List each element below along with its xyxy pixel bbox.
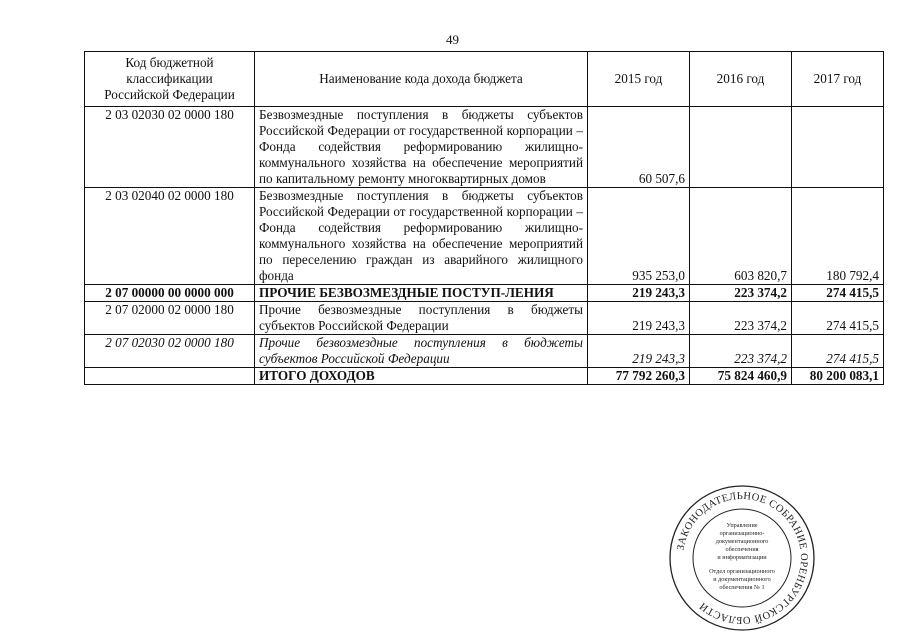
table-row — [85, 188, 884, 285]
row-value-2015: 77 792 260,3 — [588, 368, 690, 385]
table-header-row — [85, 52, 884, 107]
row-value-2015: 219 243,3 — [588, 302, 690, 335]
row-code: 2 07 02030 02 0000 180 — [85, 335, 255, 368]
header-2016: 2016 год — [690, 52, 792, 107]
page-number: 49 — [446, 32, 459, 47]
table-row — [85, 302, 884, 335]
row-value-2016: 603 820,7 — [690, 188, 792, 285]
row-value-2017: 274 415,5 — [792, 335, 884, 368]
svg-text:и документационного: и документационного — [713, 576, 771, 583]
header-code-line: классификации — [126, 71, 213, 86]
table-row — [85, 107, 884, 188]
row-name: Безвозмездные поступления в бюджеты субъектов Российской Федерации от государственной корпорации – Фонда содействия реформированию жилищно-коммунального хозяйства на обеспечение мероприятий по капитальному ремонту многоквартирных домов — [255, 107, 588, 188]
row-value-2016: 223 374,2 — [690, 302, 792, 335]
row-code: 2 07 02000 02 0000 180 — [85, 302, 255, 335]
svg-text:обеспечения № 1: обеспечения № 1 — [719, 584, 765, 591]
row-code — [85, 368, 255, 385]
row-value-2017 — [792, 107, 884, 188]
row-value-2015: 60 507,6 — [588, 107, 690, 188]
row-value-2017: 274 415,5 — [792, 285, 884, 302]
revenue-table — [84, 51, 884, 385]
row-name: Прочие безвозмездные поступления в бюджеты субъектов Российской Федерации — [255, 335, 588, 368]
row-value-2015: 219 243,3 — [588, 335, 690, 368]
row-value-2015: 935 253,0 — [588, 188, 690, 285]
row-value-2017: 80 200 083,1 — [792, 368, 884, 385]
row-value-2015: 219 243,3 — [588, 285, 690, 302]
table-row-total — [85, 368, 884, 385]
row-code: 2 03 02030 02 0000 180 — [85, 107, 255, 188]
svg-text:и информатизации: и информатизации — [717, 554, 767, 561]
official-stamp — [667, 483, 817, 633]
header-code-line: Российской Федерации — [104, 87, 235, 102]
stamp-ring-text: ЗАКОНОДАТЕЛЬНОЕ СОБРАНИЕ ОРЕНБУРГСКОЙ ОБЛАСТИ — [675, 490, 810, 626]
row-name: Прочие безвозмездные поступления в бюджеты субъектов Российской Федерации — [255, 302, 588, 335]
row-value-2016 — [690, 107, 792, 188]
row-value-2017: 274 415,5 — [792, 302, 884, 335]
table-row — [85, 285, 884, 302]
row-name: Безвозмездные поступления в бюджеты субъектов Российской Федерации от государственной корпорации – Фонда содействия реформированию жилищно-коммунального хозяйства на обеспечение мероприятий по переселению граждан из аварийного жилищного фонда — [255, 188, 588, 285]
svg-text:организационно-: организационно- — [719, 530, 765, 537]
header-code — [85, 52, 255, 107]
row-name: ИТОГО ДОХОДОВ — [255, 368, 588, 385]
row-code: 2 07 00000 00 0000 000 — [85, 285, 255, 302]
svg-text:обеспечения: обеспечения — [725, 546, 759, 553]
svg-text:Управление: Управление — [726, 522, 758, 529]
row-value-2017: 180 792,4 — [792, 188, 884, 285]
row-value-2016: 223 374,2 — [690, 335, 792, 368]
row-value-2016: 75 824 460,9 — [690, 368, 792, 385]
header-name: Наименование кода дохода бюджета — [255, 52, 588, 107]
header-2017: 2017 год — [792, 52, 884, 107]
svg-text:Отдел организационного: Отдел организационного — [709, 568, 775, 575]
table-row — [85, 335, 884, 368]
row-code: 2 03 02040 02 0000 180 — [85, 188, 255, 285]
row-value-2016: 223 374,2 — [690, 285, 792, 302]
row-name: ПРОЧИЕ БЕЗВОЗМЕЗДНЫЕ ПОСТУП-ЛЕНИЯ — [255, 285, 588, 302]
header-2015: 2015 год — [588, 52, 690, 107]
header-code-line: Код бюджетной — [125, 55, 214, 70]
svg-text:документационного: документационного — [715, 538, 769, 545]
